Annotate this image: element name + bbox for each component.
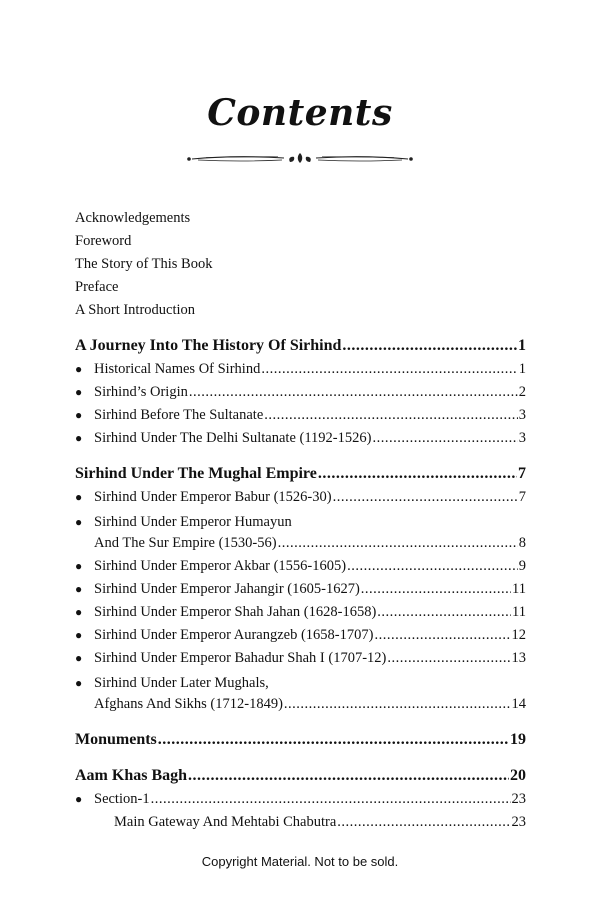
subitem-title: Main Gateway And Mehtabi Chabutra xyxy=(114,814,337,830)
page-number: 23 xyxy=(511,791,526,807)
dot-leader xyxy=(342,334,517,358)
page-number: 3 xyxy=(518,407,526,423)
bullet-icon: ● xyxy=(75,385,83,399)
toc-item-multiline[interactable] xyxy=(75,513,526,555)
chapter-title: Aam Khas Bagh xyxy=(75,767,188,784)
page-number: 20 xyxy=(510,767,526,784)
toc-item[interactable] xyxy=(75,404,526,427)
toc-item[interactable] xyxy=(75,578,526,601)
bullet-icon: ● xyxy=(75,408,83,422)
bullet-icon: ● xyxy=(75,490,83,504)
dot-leader xyxy=(284,693,511,716)
front-matter-item[interactable]: A Short Introduction xyxy=(75,302,196,318)
page-number: 11 xyxy=(512,581,526,597)
item-title: Section-1 xyxy=(94,791,150,807)
toc-item-first-line xyxy=(75,513,526,532)
toc-subitem[interactable] xyxy=(75,811,526,834)
bullet-icon: ● xyxy=(75,605,83,619)
item-title: Sirhind Under The Delhi Sultanate (1192-1526) xyxy=(94,430,372,446)
front-matter-item[interactable]: Foreword xyxy=(75,233,132,249)
item-title-line2: Afghans And Sikhs (1712-1849) xyxy=(94,696,283,712)
item-title: Historical Names Of Sirhind xyxy=(94,361,261,377)
title-ornament-icon xyxy=(186,148,414,168)
item-title-line1: Sirhind Under Emperor Humayun xyxy=(94,514,292,530)
dot-leader xyxy=(318,462,517,486)
item-title-line1: Sirhind Under Later Mughals, xyxy=(94,675,269,691)
toc-item[interactable] xyxy=(75,555,526,578)
toc-item[interactable] xyxy=(75,788,526,811)
item-title: Sirhind Under Emperor Aurangzeb (1658-1707) xyxy=(94,627,374,643)
dot-leader xyxy=(264,404,517,427)
page-number: 1 xyxy=(518,337,526,354)
page-number: 2 xyxy=(518,384,526,400)
chapter-title: Monuments xyxy=(75,731,157,748)
item-title: Sirhind’s Origin xyxy=(94,384,188,400)
toc-item[interactable] xyxy=(75,427,526,450)
item-title: Sirhind Before The Sultanate xyxy=(94,407,264,423)
dot-leader xyxy=(387,647,510,670)
toc-item[interactable] xyxy=(75,624,526,647)
item-title: Sirhind Under Emperor Bahadur Shah I (1707-12) xyxy=(94,650,387,666)
page-number: 14 xyxy=(511,696,526,712)
front-matter-item[interactable]: Preface xyxy=(75,279,119,295)
chapter-title: A Journey Into The History Of Sirhind xyxy=(75,337,342,354)
dot-leader xyxy=(377,601,511,624)
front-matter-item[interactable]: The Story of This Book xyxy=(75,256,213,272)
toc-item[interactable] xyxy=(75,381,526,404)
page-number: 19 xyxy=(510,731,526,748)
page-number: 13 xyxy=(511,650,526,666)
bullet-icon: ● xyxy=(75,559,83,573)
bullet-icon: ● xyxy=(75,582,83,596)
toc-item-first-line xyxy=(75,674,526,693)
dot-leader xyxy=(361,578,511,601)
toc-item[interactable] xyxy=(75,486,526,509)
bullet-icon: ● xyxy=(75,431,83,445)
page-number: 8 xyxy=(518,535,526,551)
bullet-icon: ● xyxy=(75,628,83,642)
chapter-entry[interactable] xyxy=(75,462,526,486)
chapter-entry[interactable] xyxy=(75,728,526,752)
page-number: 1 xyxy=(518,361,526,377)
page-number: 9 xyxy=(518,558,526,574)
chapter-title: Sirhind Under The Mughal Empire xyxy=(75,465,317,482)
toc-item[interactable] xyxy=(75,358,526,381)
item-title: Sirhind Under Emperor Jahangir (1605-1627) xyxy=(94,581,360,597)
bullet-icon: ● xyxy=(75,651,83,665)
dot-leader xyxy=(333,486,518,509)
page-number: 7 xyxy=(518,465,526,482)
table-of-contents xyxy=(75,334,526,834)
item-title: Sirhind Under Emperor Akbar (1556-1605) xyxy=(94,558,347,574)
dot-leader xyxy=(337,811,510,834)
page-number: 23 xyxy=(511,814,526,830)
chapter-entry[interactable] xyxy=(75,764,526,788)
dot-leader xyxy=(151,788,511,811)
dot-leader xyxy=(372,427,517,450)
page-number: 11 xyxy=(512,604,526,620)
page-title: Contents xyxy=(207,92,393,134)
bullet-icon: ● xyxy=(75,676,83,690)
dot-leader xyxy=(158,728,509,752)
item-title-line2: And The Sur Empire (1530-56) xyxy=(94,535,277,551)
chapter-entry[interactable] xyxy=(75,334,526,358)
item-title: Sirhind Under Emperor Babur (1526-30) xyxy=(94,489,332,505)
dot-leader xyxy=(347,555,518,578)
toc-item[interactable] xyxy=(75,647,526,670)
page-number: 7 xyxy=(518,489,526,505)
bullet-icon: ● xyxy=(75,515,83,529)
page-number: 3 xyxy=(518,430,526,446)
front-matter-item[interactable]: Acknowledgements xyxy=(75,210,191,226)
toc-item[interactable] xyxy=(75,601,526,624)
toc-item-second-line xyxy=(75,532,526,555)
dot-leader xyxy=(374,624,510,647)
copyright-notice: Copyright Material. Not to be sold. xyxy=(201,854,399,869)
dot-leader xyxy=(278,532,518,555)
toc-item-second-line xyxy=(75,693,526,716)
front-matter-list xyxy=(75,207,525,322)
bullet-icon: ● xyxy=(75,792,83,806)
item-title: Sirhind Under Emperor Shah Jahan (1628-1658) xyxy=(94,604,377,620)
page-number: 12 xyxy=(511,627,526,643)
dot-leader xyxy=(188,764,509,788)
dot-leader xyxy=(261,358,517,381)
toc-item-multiline[interactable] xyxy=(75,674,526,716)
bullet-icon: ● xyxy=(75,362,83,376)
dot-leader xyxy=(189,381,518,404)
